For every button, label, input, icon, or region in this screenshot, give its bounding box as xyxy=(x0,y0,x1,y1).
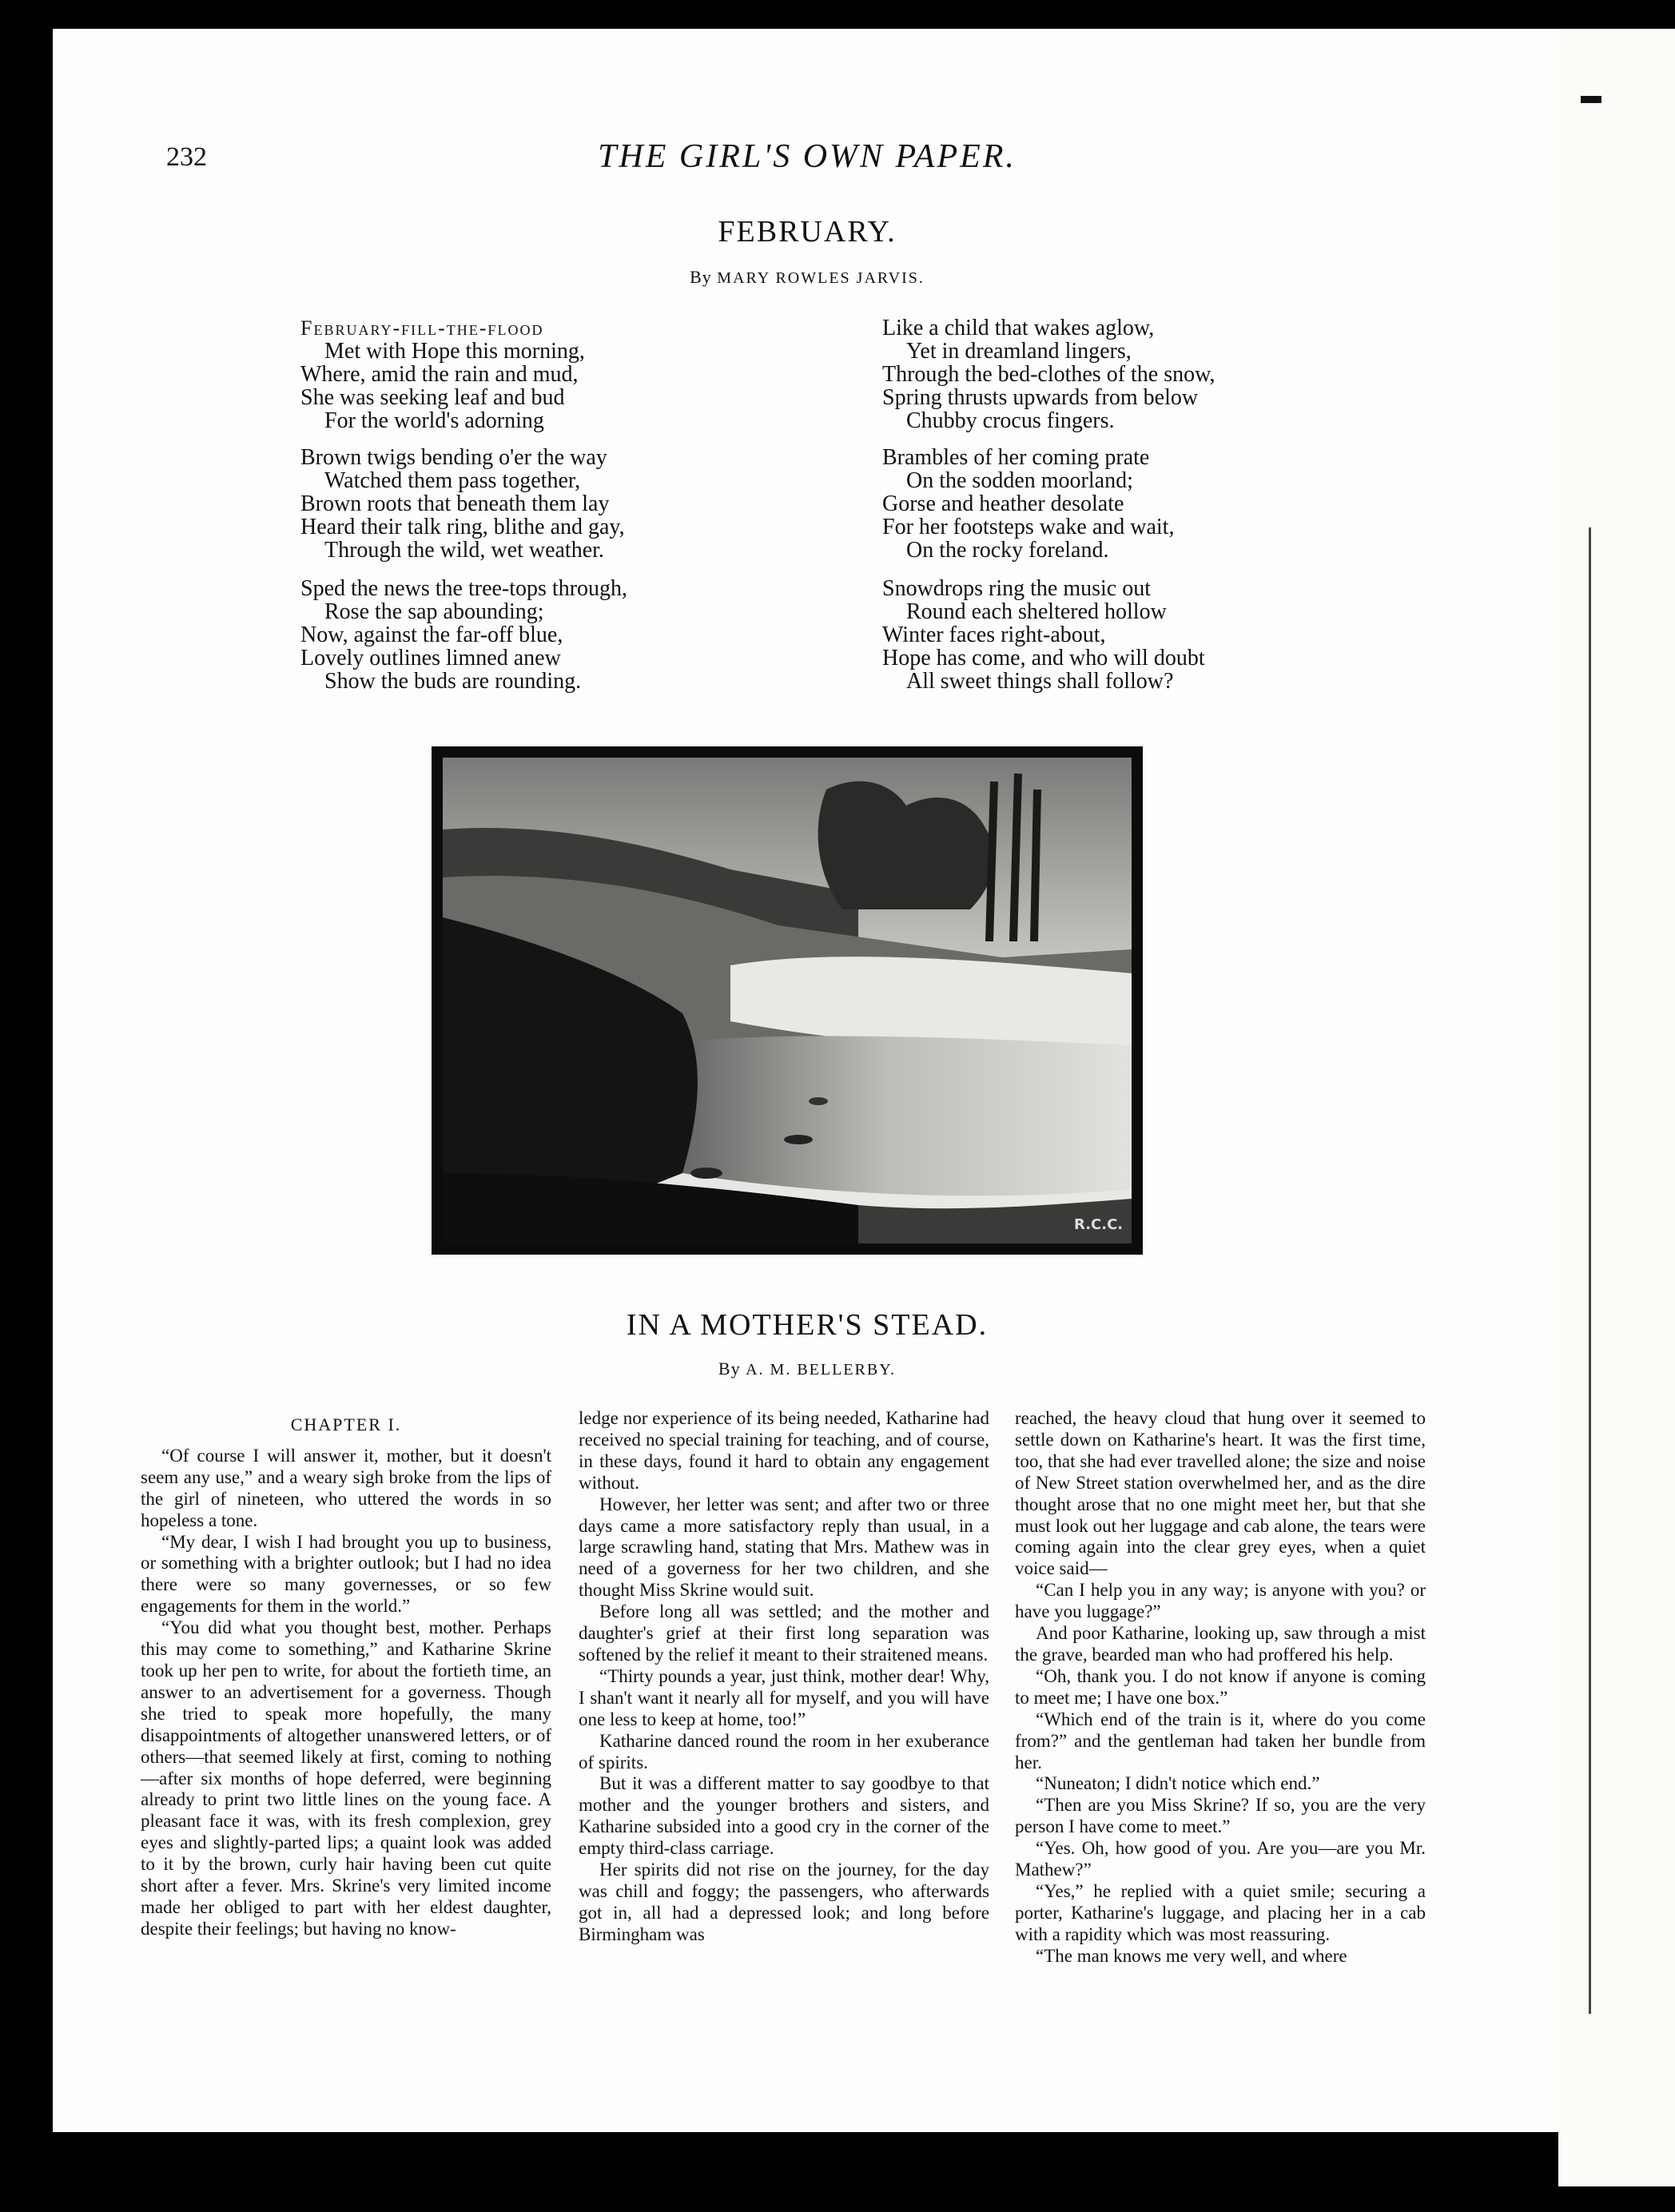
poem-line: She was seeking leaf and bud xyxy=(300,385,565,410)
story-paragraph: Before long all was settled; and the mother and daughter's grief at their first long separation was softened by the relief it meant to their straitened means. xyxy=(579,1601,989,1665)
story-paragraph: Katharine danced round the room in her exuberance of spirits. xyxy=(579,1730,989,1772)
story-paragraph: And poor Katharine, looking up, saw through a mist the grave, bearded man who had proffered his help. xyxy=(1015,1623,1426,1665)
poem-stanza-1 xyxy=(300,316,585,432)
poem-line: Yet in dreamland lingers, xyxy=(906,339,1132,364)
page-number: 232 xyxy=(166,142,207,172)
story-paragraph: “Nuneaton; I didn't notice which end.” xyxy=(1036,1773,1320,1794)
poem-byline xyxy=(448,267,1167,288)
story-paragraph: “My dear, I wish I had brought you up to business, or something with a brighter outlook; but I had no idea there were so many governesses, or so few engagements for them in the world.” xyxy=(141,1531,551,1617)
poem-stanza-6 xyxy=(882,577,1205,693)
poem-line: On the sodden moorland; xyxy=(906,468,1133,493)
story-column-3 xyxy=(1015,1408,1426,1967)
story-paragraph: “Thirty pounds a year, just think, mother dear! Why, I shan't want it nearly all for myself, and you will have one less to keep at home, too!” xyxy=(579,1665,989,1729)
poem-line: Through the bed-clothes of the snow, xyxy=(882,362,1215,387)
story-paragraph: “The man knows me very well, and where xyxy=(1036,1945,1347,1966)
story-column-2 xyxy=(579,1408,989,1946)
binding-rule xyxy=(1589,527,1591,2014)
story-paragraph: “Oh, thank you. I do not know if anyone is coming to meet me; I have one box.” xyxy=(1015,1665,1426,1708)
story-paragraph: “Can I help you in any way; is anyone with you? or have you luggage?” xyxy=(1015,1580,1426,1622)
story-paragraph: But it was a different matter to say goodbye to that mother and the younger brothers and sisters, and Katharine subsided into a good cry in the corner of the empty third-class carriage. xyxy=(579,1773,989,1859)
poem-line: For the world's adorning xyxy=(324,408,544,433)
story-paragraph: reached, the heavy cloud that hung over it seemed to settle down on Katharine's heart. It was the first time, too, that she had ever travelled alone; the size and noise of New Street station overwhelmed her, and as the dire thought arose that no one might meet her, but that she must look out her luggage and cab alone, the tears were coming again into the clear grey eyes, when a quiet voice said— xyxy=(1015,1408,1426,1579)
poem-line: Sped the news the tree-tops through, xyxy=(300,576,628,601)
poem-line: Lovely outlines limned anew xyxy=(300,646,561,670)
poem-line: Now, against the far-off blue, xyxy=(300,623,563,647)
poem-line: Show the buds are rounding. xyxy=(324,669,582,694)
chapter-heading: CHAPTER I. xyxy=(290,1414,402,1434)
poem-line: Chubby crocus fingers. xyxy=(906,408,1115,433)
poem-line: Snowdrops ring the music out xyxy=(882,576,1151,601)
poem-line: February-fill-the-flood xyxy=(300,316,544,340)
poem-line: Met with Hope this morning, xyxy=(324,339,585,364)
story-paragraph: “Then are you Miss Skrine? If so, you are the very person I have come to meet.” xyxy=(1015,1795,1426,1837)
poem-line: Gorse and heather desolate xyxy=(882,491,1124,516)
story-byline xyxy=(448,1359,1167,1379)
story-paragraph: Her spirits did not rise on the journey, for the day was chill and foggy; the passengers, who afterwards got in, all had a depressed look; and long before Birmingham was xyxy=(579,1860,989,1944)
poem-line: For her footsteps wake and wait, xyxy=(882,515,1175,539)
story-title: IN A MOTHER'S STEAD. xyxy=(626,1308,989,1342)
poem-line: Like a child that wakes aglow, xyxy=(882,316,1155,340)
marsh-illustration xyxy=(432,746,1143,1255)
poem-line: Hope has come, and who will doubt xyxy=(882,646,1205,670)
poem-stanza-2 xyxy=(300,446,625,562)
poem-line: Winter faces right-about, xyxy=(882,623,1106,647)
story-column-1 xyxy=(141,1414,551,1940)
artist-signature: R.C.C. xyxy=(1074,1216,1124,1233)
story-paragraph: “Of course I will answer it, mother, but it doesn't seem any use,” and a weary sigh broke from the lips of the girl of nineteen, who uttered the words in so hopeless a tone. xyxy=(141,1445,551,1530)
poem-title: FEBRUARY. xyxy=(718,215,897,249)
poem-line: All sweet things shall follow? xyxy=(906,669,1174,694)
story-paragraph: “Which end of the train is it, where do you come from?” and the gentleman had taken her bundle from her. xyxy=(1015,1709,1426,1772)
poem-line: Heard their talk ring, blithe and gay, xyxy=(300,515,625,539)
story-paragraph: However, her letter was sent; and after two or three days came a more satisfactory reply than usual, in a large scrawling hand, stating that Mrs. Mathew was in need of a governess for her two children, and she thought Miss Skrine would suit. xyxy=(579,1494,989,1601)
poem-line: Spring thrusts upwards from below xyxy=(882,385,1199,410)
next-page-edge xyxy=(1558,29,1675,2186)
marsh-landscape-image xyxy=(443,758,1132,1243)
poem-author: MARY ROWLES JARVIS. xyxy=(717,269,925,287)
poem-line: Rose the sap abounding; xyxy=(324,599,544,624)
poem-line: Where, amid the rain and mud, xyxy=(300,362,579,387)
story-paragraph: “Yes. Oh, how good of you. Are you—are you Mr. Mathew?” xyxy=(1015,1838,1426,1880)
poem-line: On the rocky foreland. xyxy=(906,538,1109,563)
running-title: THE GIRL'S OWN PAPER. xyxy=(598,138,1017,175)
poem-byline-prefix: By xyxy=(690,267,712,287)
story-author: A. M. BELLERBY. xyxy=(746,1361,897,1379)
edge-mark xyxy=(1581,96,1601,103)
story-paragraph: “Yes,” he replied with a quiet smile; securing a porter, Katharine's luggage, and placing her in a cab with a rapidity which was most reassuring. xyxy=(1015,1880,1426,1944)
story-paragraph: “You did what you thought best, mother. Perhaps this may come to something,” and Katharine Skrine took up her pen to write, for about the fortieth time, an answer to an advertisement for a governess. Though she tried to speak more hopefully, the many disappointments of altogether unanswered letters, or of others—that seemed likely at first, coming to nothing—after six months of hope deferred, were beginning already to print two little lines on the young face. A pleasant face it was, with its fresh complexion, grey eyes and slightly-parted lips; a quaint look was added to it by the brown, curly hair having been cut quite short after a fever. Mrs. Skrine's very limited income made her obliged to part with her eldest daughter, despite their feelings; but having no know- xyxy=(141,1617,551,1939)
poem-stanza-5 xyxy=(882,446,1174,562)
poem-line: Watched them pass together, xyxy=(324,468,581,493)
poem-line: Brambles of her coming prate xyxy=(882,445,1150,470)
poem-line: Round each sheltered hollow xyxy=(906,599,1167,624)
poem-line: Brown roots that beneath them lay xyxy=(300,491,610,516)
story-paragraph: ledge nor experience of its being needed, Katharine had received no special training for teaching, and of course, in these days, found it hard to obtain any engagement without. xyxy=(579,1408,989,1493)
story-byline-prefix: By xyxy=(718,1359,741,1379)
poem-stanza-4 xyxy=(882,316,1215,432)
poem-stanza-3 xyxy=(300,577,627,693)
poem-line: Through the wild, wet weather. xyxy=(324,538,604,563)
poem-line: Brown twigs bending o'er the way xyxy=(300,445,607,470)
